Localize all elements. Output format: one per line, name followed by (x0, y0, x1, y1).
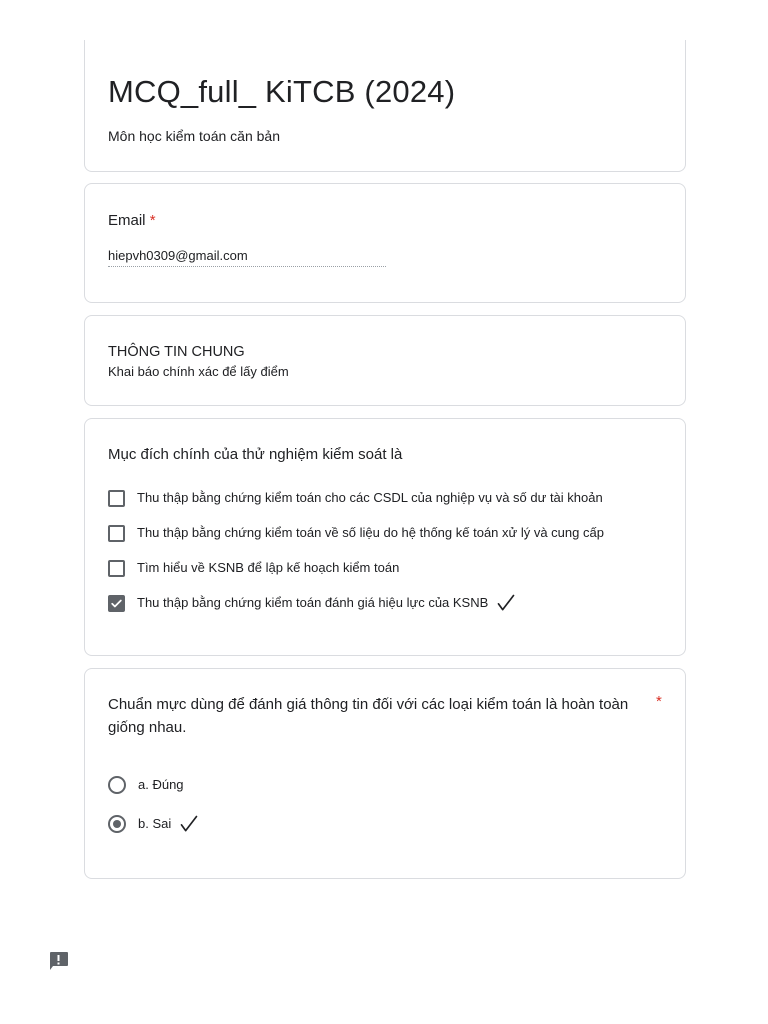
question-2-title: Chuẩn mực dùng để đánh giá thông tin đối với các loại kiểm toán là hoàn toàn giống nhau. (108, 696, 629, 736)
checkbox-option-label: Thu thập bằng chứng kiểm toán đánh giá hiệu lực của KSNB (137, 595, 489, 610)
checkbox[interactable] (108, 525, 125, 542)
radio-option-b[interactable] (108, 813, 199, 835)
question-1-card (84, 418, 686, 656)
checkbox-option-label: Thu thập bằng chứng kiểm toán về số liệu do hệ thống kế toán xử lý và cung cấp (137, 525, 604, 540)
section-card (84, 315, 686, 406)
radio-dot (113, 820, 121, 828)
required-mark: * (149, 212, 156, 229)
radio-option-label: a. Đúng (138, 777, 184, 792)
section-title: THÔNG TIN CHUNG (108, 344, 245, 360)
email-label (108, 211, 156, 231)
checkbox[interactable] (108, 560, 125, 577)
check-icon (110, 597, 123, 610)
checkbox-option-4[interactable] (108, 592, 516, 614)
checkbox-option-2[interactable] (108, 522, 604, 544)
correct-tick-icon (179, 814, 199, 834)
report-issue-icon[interactable] (49, 952, 68, 970)
email-label-text: Email (108, 212, 146, 229)
form-description: Môn học kiểm toán căn bản (108, 128, 280, 144)
question-2-card (84, 668, 686, 879)
section-description: Khai báo chính xác để lấy điểm (108, 364, 289, 379)
radio-button[interactable] (108, 776, 126, 794)
radio-option-a[interactable] (108, 774, 184, 796)
checkbox[interactable] (108, 490, 125, 507)
checkbox-option-3[interactable] (108, 557, 399, 579)
email-field[interactable]: hiepvh0309@gmail.com (108, 248, 386, 267)
required-mark: * (656, 693, 662, 710)
checkbox-option-1[interactable] (108, 487, 603, 509)
checkbox-option-label: Tìm hiểu về KSNB để lập kế hoạch kiểm toán (137, 560, 400, 575)
radio-option-label: b. Sai (138, 816, 172, 831)
email-question-card (84, 183, 686, 303)
form-header-card (84, 40, 686, 172)
radio-button-selected[interactable] (108, 815, 126, 833)
checkbox-option-label: Thu thập bằng chứng kiểm toán cho các CSDL của nghiệp vụ và số dư tài khoản (137, 490, 603, 505)
correct-tick-icon (496, 593, 516, 613)
form-title: MCQ_full_ KiTCB (2024) (108, 74, 456, 109)
question-1-title: Mục đích chính của thử nghiệm kiểm soát là (108, 446, 403, 463)
checkbox-checked[interactable] (108, 595, 125, 612)
